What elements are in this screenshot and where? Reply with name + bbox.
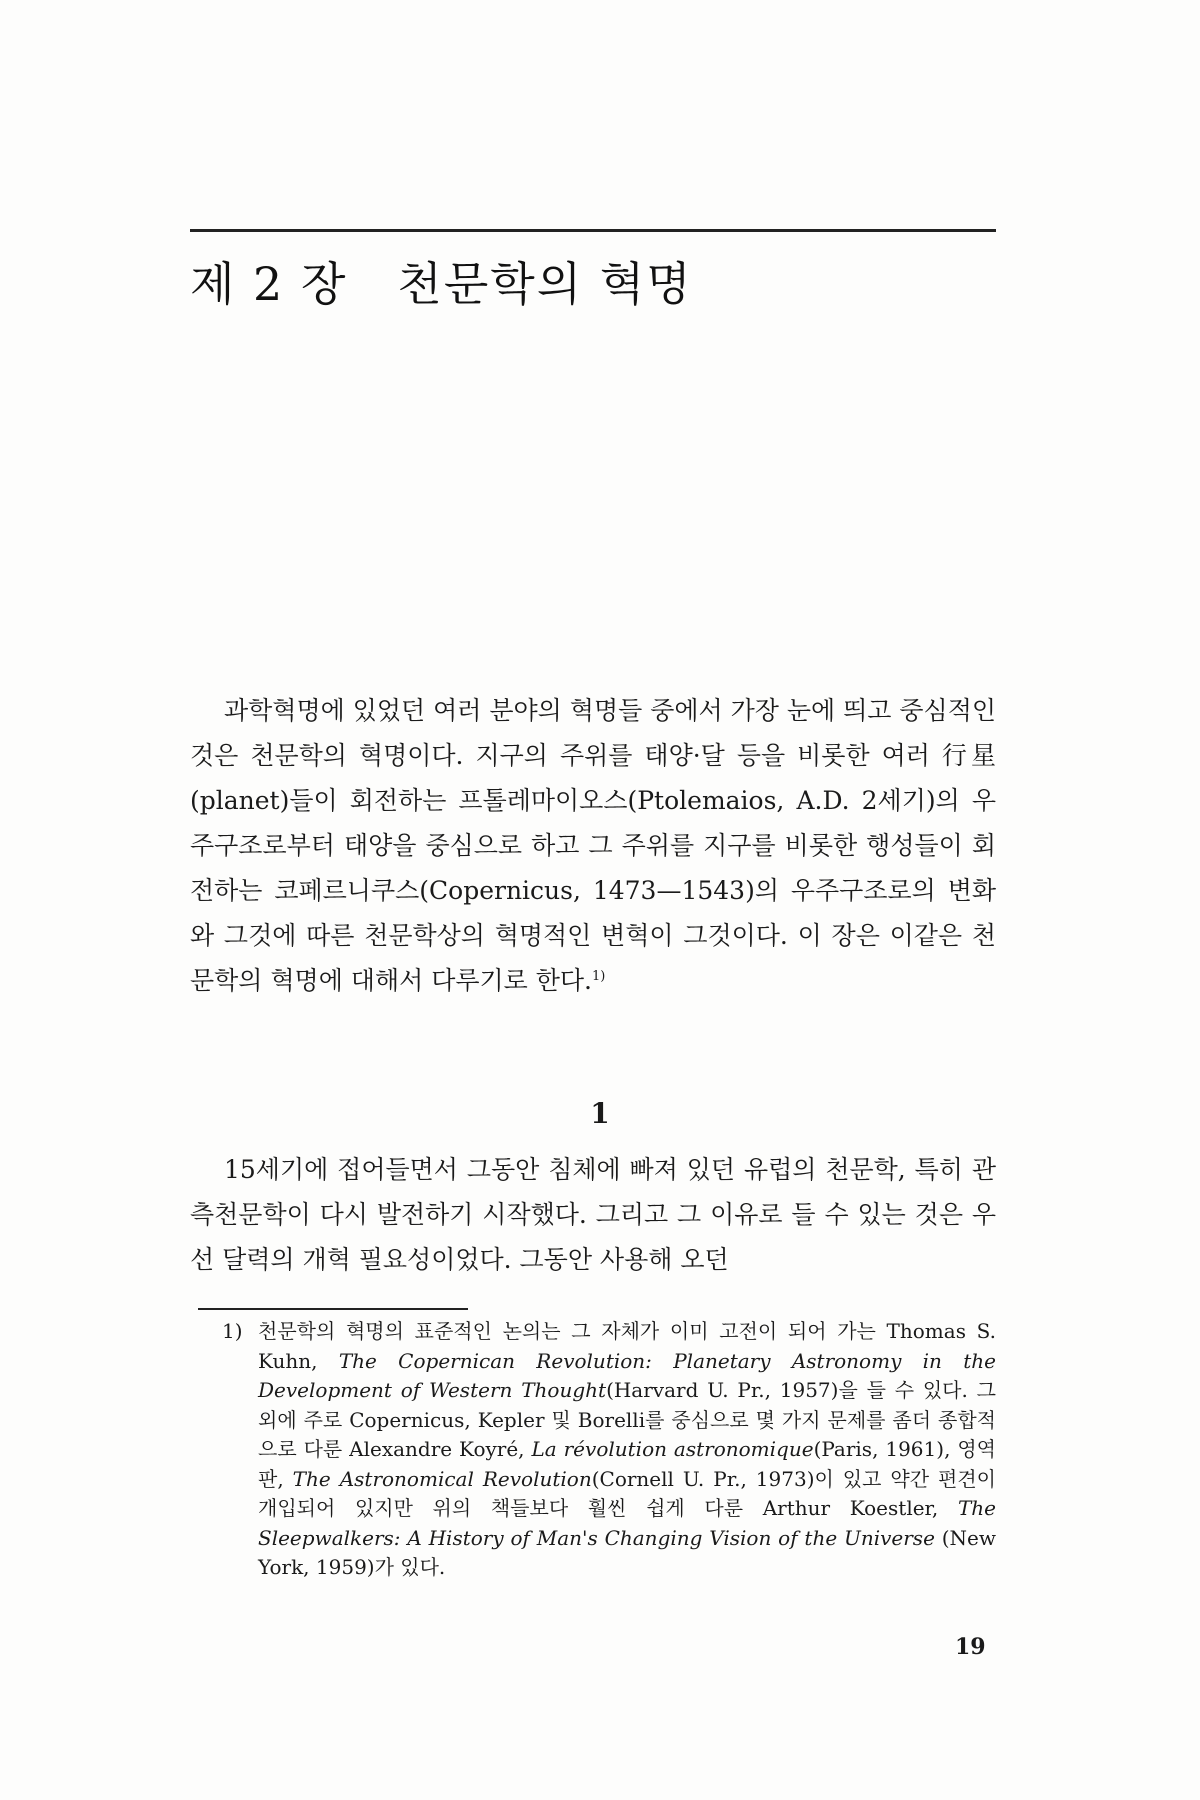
footnote-reference[interactable]: 1) bbox=[592, 969, 606, 984]
chapter-number: 제 2 장 bbox=[190, 257, 348, 311]
chapter-name: 천문학의 혁명 bbox=[397, 257, 693, 311]
footnote-book-title-3: The Astronomical Revolution bbox=[292, 1466, 592, 1491]
intro-paragraph bbox=[190, 688, 996, 1003]
footnote-book-title-2: La révolution astronomique bbox=[531, 1437, 814, 1461]
footnote-mark: 1) bbox=[222, 1319, 243, 1343]
footnote-text-1: 천문학의 혁명의 표준적인 논의는 그 자체가 이미 고전이 되어 가는 Thomas S. Kuhn, bbox=[258, 1319, 996, 1373]
intro-text: 과학혁명에 있었던 여러 분야의 혁명들 중에서 가장 눈에 띄고 중심적인 것은 천문학의 혁명이다. 지구의 주위를 태양·달 등을 비롯한 여러 行星(planet)들이 회전하는 프톨레마이오스(Ptolemaios, A.D. 2세기)의 우주구조로부터 태양을 중심으로 하고 그 주위를 지구를 비롯한 행성들이 회전하는 코페르니쿠스(Copernicus, 1473—1543)의 우주구조로의 변화와 그것에 따른 천문학상의 혁명적인 변혁이 그것이다. 이 장은 이같은 천문학의 혁명에 대해서 다루기로 한다. bbox=[190, 696, 996, 995]
section-number: 1 bbox=[590, 1097, 610, 1130]
footnote-text-3: (Paris, 1961), 영역판, bbox=[258, 1437, 996, 1491]
section-paragraph bbox=[190, 1147, 996, 1282]
footnote-rule bbox=[198, 1308, 468, 1310]
footnote bbox=[222, 1317, 996, 1583]
chapter-rule bbox=[190, 229, 996, 232]
footnote-book-title-1: The Copernican Revolution: Planetary Astronomy in the Development of Western Thought bbox=[258, 1348, 997, 1402]
page-number: 19 bbox=[955, 1634, 986, 1660]
footnote-text-4: (Cornell U. Pr., 1973)이 있고 약간 편견이 개입되어 있지만 위의 책들보다 훨씬 쉽게 다룬 Arthur Koestler, bbox=[258, 1466, 996, 1520]
footnote-text-5: (New York, 1959)가 있다. bbox=[258, 1525, 996, 1579]
footnote-book-title-4: The Sleepwalkers: A History of Man's Changing Vision of the Universe bbox=[258, 1496, 996, 1550]
chapter-title bbox=[190, 248, 693, 314]
section-text: 15세기에 접어들면서 그동안 침체에 빠져 있던 유럽의 천문학, 특히 관측천문학이 다시 발전하기 시작했다. 그리고 그 이유로 들 수 있는 것은 우선 달력의 개혁 필요성이었다. 그동안 사용해 오던 bbox=[190, 1155, 996, 1274]
footnote-text-2: (Harvard U. Pr., 1957)을 들 수 있다. 그 외에 주로 Copernicus, Kepler 및 Borelli를 중심으로 몇 가지 문제를 좀더 종합적으로 다룬 Alexandre Koyré, bbox=[258, 1378, 996, 1461]
